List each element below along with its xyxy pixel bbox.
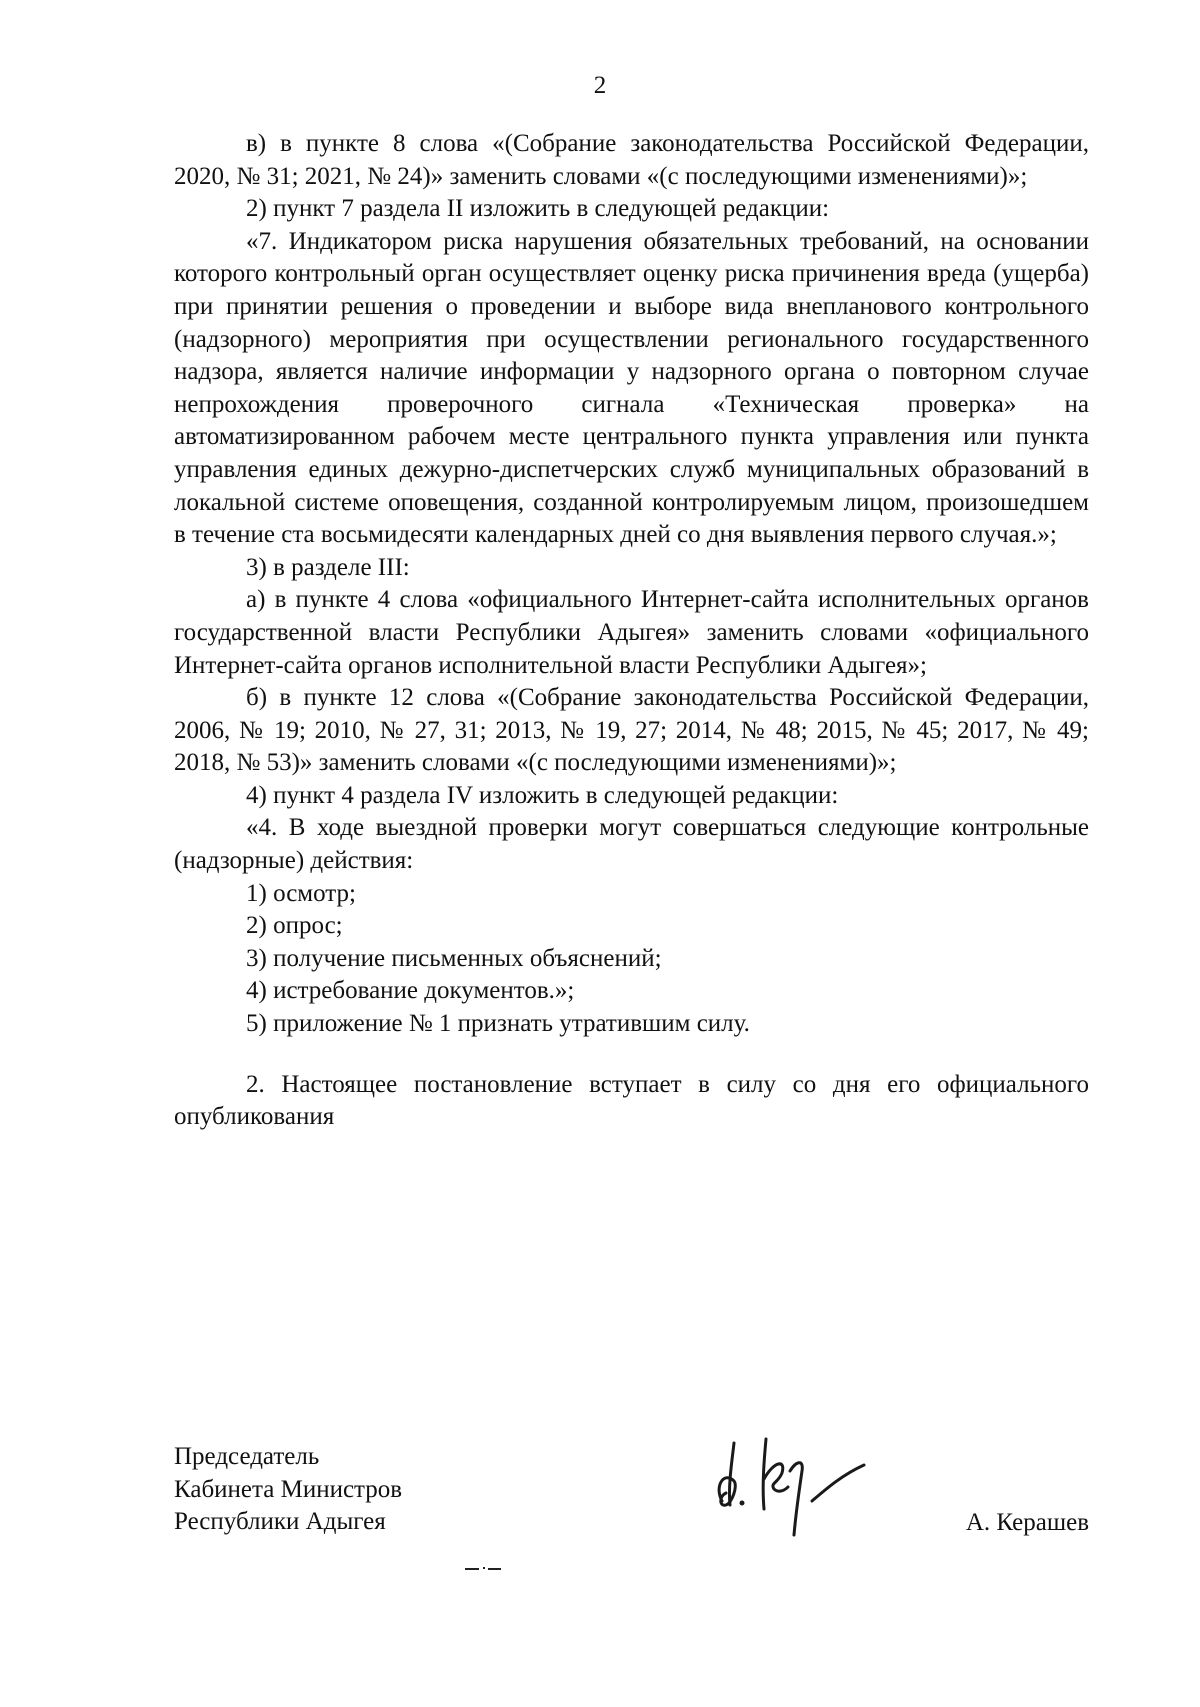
document-body [174,128,1089,1134]
signer-title-line: Кабинета Министров [174,1475,403,1503]
paragraph-razdel-3: 3) в разделе III: [246,553,410,581]
list-item-opros: 2) опрос; [246,912,343,940]
signer-title-line: Председатель [174,1443,320,1470]
paragraph-punkt-7-razdel-2: 2) пункт 7 раздела II изложить в следующей редакции: [246,195,830,223]
paragraph-punkt-4-razdel-4: 4) пункт 4 раздела IV изложить в следующей редакции: [246,781,839,809]
paragraph-vyezdnaya-proverka: «4. В ходе выездной проверки могут совершаться следующие контрольные (надзорные) действия: [174,814,1089,875]
signer-title [174,1441,402,1539]
paragraph-prilozhenie-1: 5) приложение № 1 признать утратившим силу. [246,1010,750,1038]
list-item-dokumenty: 4) истребование документов.»; [246,977,575,1005]
scan-mark [463,1565,503,1573]
paragraph-a-punkt-4: а) в пункте 4 слова «официального Интернет-сайта исполнительных органов государственной власти Республики Адыгея» заменить словами «официального Интернет-сайта органов исполнительной власти Республики Адыгея»; [174,586,1089,679]
page-number: 2 [593,72,607,99]
list-item-obyasneniya: 3) получение письменных объяснений; [246,944,662,972]
paragraph-indicator-text: «7. Индикатором риска нарушения обязательных требований, на основании которого контрольный орган осуществляет оценку риска причинения вреда (ущерба) при принятии решения о проведении и выборе вида внепланового контрольного (надзорного) мероприятия при осуществлении регионального государственного надзора, является наличие информации у надзорного органа о повторном случае непрохождения проверочного сигнала «Техническая проверка» на автоматизированном рабочем месте центрального пункта управления или пункта управления единых дежурно-диспетчерских служб муниципальных образований в локальной системе оповещения, созданной контролируемым лицом, произошедшем в течение ста восьмидесяти календарных дней со дня выявления первого случая.»; [174,227,1089,549]
paragraph-v-punkt-8: в) в пункте 8 слова «(Собрание законодательства Российской Федерации, 2020, № 31; 2021, № 24)» заменить словами «(с последующими изменениями)»; [174,130,1089,190]
paragraph-b-punkt-12: б) в пункте 12 слова «(Собрание законодательства Российской Федерации, 2006, № 19; 2010, № 27, 31; 2013, № 19, 27; 2014, № 48; 2015, № 45; 2017, № 49; 2018, № 53)» заменить словами «(с последующими изменениями)»; [174,684,1089,777]
signature-block [174,1441,1089,1561]
signer-title-line: Республики Адыгея [174,1508,386,1536]
paragraph-vstuplenie-v-silu: 2. Настоящее постановление вступает в силу со дня его официального опубликования [174,1070,1089,1131]
signer-name: А. Керашев [965,1509,1089,1536]
list-item-osmotr: 1) осмотр; [246,879,356,907]
paragraph-gap [174,1041,1089,1069]
handwritten-signature [704,1431,874,1541]
